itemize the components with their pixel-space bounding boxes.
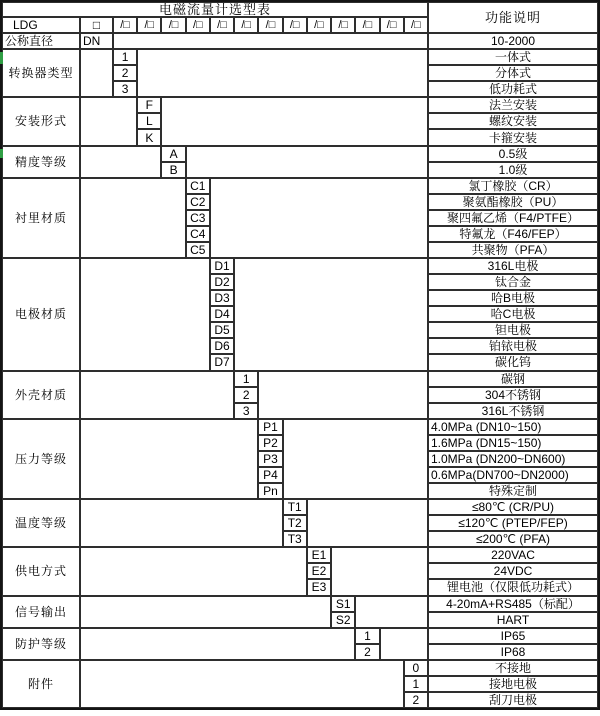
code-cell: D2 [210,274,234,290]
empty-cell [234,258,428,371]
code-cell: D3 [210,290,234,306]
desc-cell: 316L电极 [428,258,598,274]
code-cell: P4 [258,467,282,483]
desc-cell: 螺纹安装 [428,113,598,129]
desc-cell: IP65 [428,628,598,644]
desc-cell: 特殊定制 [428,483,598,499]
code-cell: P2 [258,435,282,451]
model-slot-box: /□ [161,17,185,33]
empty-cell [80,97,137,145]
empty-cell [113,33,428,49]
desc-cell: 碳化钨 [428,354,598,370]
code-cell: Pn [258,483,282,499]
code-cell: C4 [186,226,210,242]
desc-cell: 法兰安装 [428,97,598,113]
section-label: 精度等级 [2,146,80,178]
desc-cell: 哈C电极 [428,306,598,322]
empty-cell [80,258,210,371]
desc-cell: 4-20mA+RS485（标配） [428,596,598,612]
code-cell: C2 [186,194,210,210]
code-cell: B [161,162,185,178]
code-cell: T3 [283,531,307,547]
code-cell: D4 [210,306,234,322]
code-cell: 1 [355,628,379,644]
empty-cell [80,146,161,178]
section-label: 外壳材质 [2,371,80,419]
section-label: 防护等级 [2,628,80,660]
code-cell: 2 [355,644,379,660]
desc-cell: ≤120℃ (PTEP/FEP) [428,515,598,531]
section-label: 温度等级 [2,499,80,547]
model-slot-box: /□ [355,17,379,33]
code-cell: K [137,129,161,145]
code-cell: P1 [258,419,282,435]
desc-cell: 220VAC [428,547,598,563]
code-cell: T2 [283,515,307,531]
scan-artifact [0,52,3,64]
desc-cell: 1.0级 [428,162,598,178]
desc-cell: 304不锈钢 [428,387,598,403]
code-cell: 2 [113,65,137,81]
model-slot-box: /□ [186,17,210,33]
code-cell: A [161,146,185,162]
section-label: 电极材质 [2,258,80,371]
diameter-desc: 10-2000 [428,33,598,49]
code-cell: D1 [210,258,234,274]
empty-cell [80,596,331,628]
desc-cell: 接地电极 [428,676,598,692]
empty-cell [80,178,186,258]
code-cell: E1 [307,547,331,563]
desc-cell: 一体式 [428,49,598,65]
code-cell: C3 [186,210,210,226]
model-slot-box: /□ [283,17,307,33]
desc-cell: 1.0MPa (DN200~DN600) [428,451,598,467]
section-label: 压力等级 [2,419,80,499]
desc-cell: 0.6MPa(DN700~DN2000) [428,467,598,483]
empty-cell [80,371,234,419]
section-label: 信号输出 [2,596,80,628]
desc-cell: 锂电池（仅限低功耗式） [428,579,598,595]
code-cell: 2 [404,692,428,708]
desc-cell: 哈B电极 [428,290,598,306]
empty-cell [80,419,258,499]
code-cell: 1 [404,676,428,692]
desc-cell: 特氟龙（F46/FEP） [428,226,598,242]
model-first-box: □ [80,17,113,33]
desc-cell: 316L不锈钢 [428,403,598,419]
empty-cell [258,371,428,419]
desc-cell: 低功耗式 [428,81,598,97]
desc-cell: 聚氨酯橡胶（PU） [428,194,598,210]
desc-cell: 刮刀电极 [428,692,598,708]
empty-cell [355,596,428,628]
model-slot-box: /□ [137,17,161,33]
code-cell: L [137,113,161,129]
code-cell: 2 [234,387,258,403]
desc-cell: 聚四氟乙烯（F4/PTFE） [428,210,598,226]
code-cell: S1 [331,596,355,612]
desc-cell: 24VDC [428,563,598,579]
code-cell: 1 [234,371,258,387]
code-cell: P3 [258,451,282,467]
desc-cell: 不接地 [428,660,598,676]
function-column-header: 功能说明 [428,2,598,33]
empty-cell [186,146,428,178]
scan-artifact [0,149,3,158]
desc-cell: 卡箍安装 [428,129,598,145]
model-prefix: LDG [2,17,80,33]
empty-cell [80,628,355,660]
model-slot-box: /□ [307,17,331,33]
model-slot-box: /□ [234,17,258,33]
code-cell: S2 [331,612,355,628]
code-cell: D5 [210,322,234,338]
section-label: 转换器类型 [2,49,80,97]
code-cell: E2 [307,563,331,579]
model-slot-box: /□ [380,17,404,33]
code-cell: 1 [113,49,137,65]
desc-cell: 铂铱电极 [428,338,598,354]
model-slot-box: /□ [113,17,137,33]
section-label: 供电方式 [2,547,80,595]
empty-cell [161,97,428,145]
desc-cell: 4.0MPa (DN10~150) [428,419,598,435]
empty-cell [80,49,113,97]
code-cell: C1 [186,178,210,194]
desc-cell: 钛合金 [428,274,598,290]
desc-cell: ≤200℃ (PFA) [428,531,598,547]
code-cell: 3 [113,81,137,97]
model-slot-box: /□ [331,17,355,33]
code-cell: 0 [404,660,428,676]
empty-cell [80,499,283,547]
code-cell: F [137,97,161,113]
model-slot-box: /□ [258,17,282,33]
desc-cell: HART [428,612,598,628]
desc-cell: 钽电极 [428,322,598,338]
desc-cell: ≤80℃ (CR/PU) [428,499,598,515]
desc-cell: 分体式 [428,65,598,81]
empty-cell [80,547,307,595]
empty-cell [137,49,428,97]
code-cell: 3 [234,403,258,419]
desc-cell: IP68 [428,644,598,660]
empty-cell [331,547,428,595]
code-cell: C5 [186,242,210,258]
code-cell: D7 [210,354,234,370]
section-label: 衬里材质 [2,178,80,258]
section-label: 安装形式 [2,97,80,145]
empty-cell [283,419,428,499]
empty-cell [210,178,428,258]
diameter-code: DN [80,33,113,49]
empty-cell [307,499,428,547]
model-slot-box: /□ [404,17,428,33]
empty-cell [80,660,404,708]
desc-cell: 1.6MPa (DN15~150) [428,435,598,451]
table-title: 电磁流量计选型表 [2,2,428,17]
code-cell: D6 [210,338,234,354]
model-slot-box: /□ [210,17,234,33]
desc-cell: 共聚物（PFA） [428,242,598,258]
diameter-label: 公称直径 [2,33,80,49]
code-cell: T1 [283,499,307,515]
desc-cell: 0.5级 [428,146,598,162]
desc-cell: 碳钢 [428,371,598,387]
code-cell: E3 [307,579,331,595]
empty-cell [380,628,428,660]
section-label: 附件 [2,660,80,708]
desc-cell: 氯丁橡胶（CR） [428,178,598,194]
